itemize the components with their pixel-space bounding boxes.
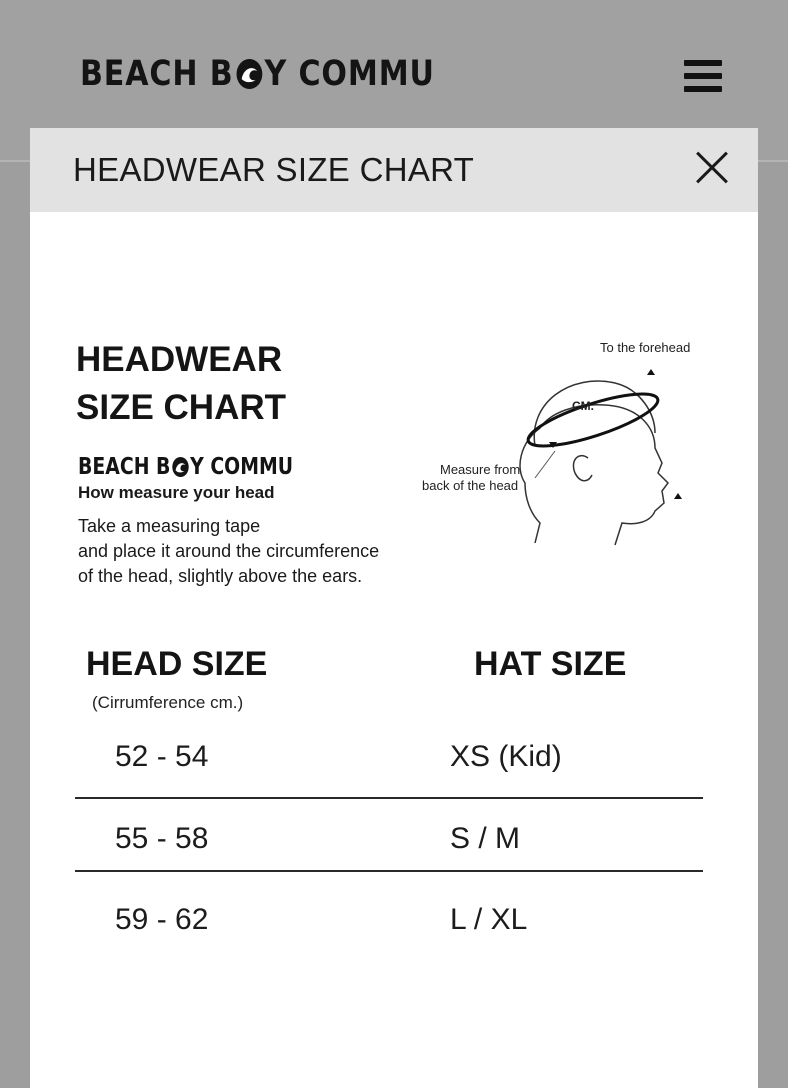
head-size-subheader: (Cirrumference cm.) [92, 693, 244, 712]
measure-instructions [78, 514, 458, 589]
chart-title-line-2: SIZE CHART [76, 388, 286, 427]
site-logo[interactable] [80, 54, 435, 94]
instruction-line: and place it around the circumference [78, 541, 380, 561]
logo-text-end: Y COMMU [264, 54, 435, 94]
diagram-label-cm: CM. [572, 399, 594, 413]
hat-size-value: S / M [450, 822, 521, 855]
head-size-header: HEAD SIZE [86, 645, 268, 683]
row-divider [75, 797, 703, 799]
wave-logo-icon [236, 59, 262, 89]
modal-header [30, 128, 758, 212]
head-size-value: 55 - 58 [115, 822, 209, 855]
chart-brand-logo [78, 454, 293, 480]
modal-title: HEADWEAR SIZE CHART [73, 151, 475, 188]
instruction-line: Take a measuring tape [78, 516, 261, 536]
hamburger-menu-icon[interactable] [684, 60, 722, 92]
how-to-measure-title: How measure your head [78, 483, 275, 502]
logo-text-start: BEACH B [80, 54, 234, 94]
size-chart-modal [30, 128, 758, 1088]
wave-logo-icon [172, 457, 188, 477]
close-icon[interactable] [694, 150, 730, 186]
hat-size-value: XS (Kid) [450, 740, 562, 773]
table-row [75, 728, 703, 808]
diagram-label-forehead: To the forehead [600, 340, 691, 355]
table-row [75, 810, 703, 890]
chart-title [76, 336, 286, 432]
head-measurement-diagram [410, 333, 730, 553]
table-row [75, 891, 703, 971]
instruction-line: of the head, slightly above the ears. [78, 566, 363, 586]
diagram-label-back-2: back of the head [422, 478, 519, 493]
brand-text-end: Y COMMU [190, 454, 294, 480]
hat-size-header: HAT SIZE [474, 645, 627, 683]
brand-text-start: BEACH B [78, 454, 171, 480]
hat-size-value: L / XL [450, 903, 528, 936]
diagram-label-back-1: Measure from [440, 462, 521, 477]
head-size-value: 52 - 54 [115, 740, 209, 773]
row-divider [75, 870, 703, 872]
head-size-value: 59 - 62 [115, 903, 209, 936]
chart-title-line-1: HEADWEAR [76, 340, 283, 379]
